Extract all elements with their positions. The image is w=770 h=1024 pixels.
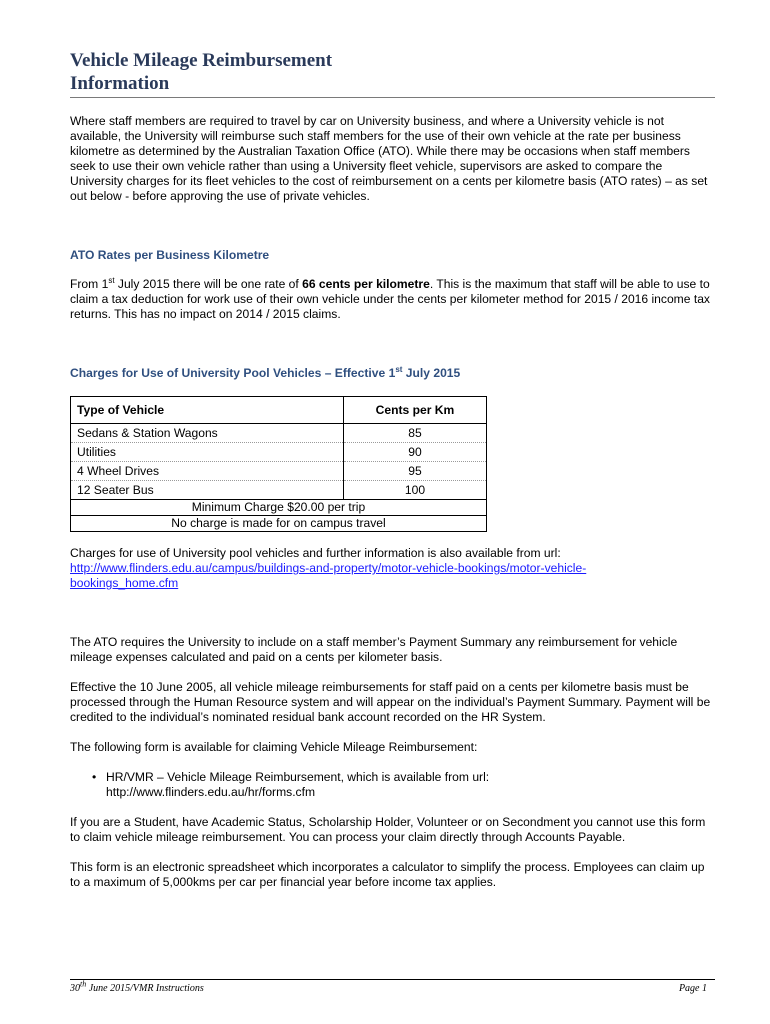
bullet-dot: • [92,770,97,784]
following-form-paragraph: The following form is available for claiming Vehicle Mileage Reimbursement: [70,740,478,754]
charges-info-paragraph [70,546,715,591]
bullet-text-line-1: HR/VMR – Vehicle Mileage Reimbursement, which is available from url: [106,770,490,784]
ato-requires-paragraph: The ATO requires the University to include on a staff member’s Payment Summary any reimbursement for vehicle mileage expenses calculated and paid on a cents per kilometer basis. [70,635,678,664]
page-title [70,49,715,98]
footer-doc-ref: June 2015/VMR Instructions [86,983,204,994]
vehicle-type-cell: 4 Wheel Drives [71,462,344,481]
campus-travel-note: No charge is made for on campus travel [71,516,487,532]
ato-rest: . This is the maximum that staff will be able to use to claim a tax deduction for work use of their own vehicle under the cents per kilometer method for 2015 / 2016 income tax returns. This has no impact on 2014 / 2015 claims. [70,277,710,321]
page-number: Page 1 [678,983,707,994]
forms-url: http://www.flinders.edu.au/hr/forms.cfm [106,785,316,799]
ato-mid: July 2015 there will be one rate of [114,277,303,291]
pool-rates-table [70,396,487,532]
table-row [71,443,487,462]
title-line-1: Vehicle Mileage Reimbursement [70,50,333,71]
pool-heading-sup: st [395,364,403,374]
pool-heading-pre: Charges for Use of University Pool Vehicles – Effective 1 [70,366,396,380]
ato-sup: st [108,275,115,285]
ato-rates-heading: ATO Rates per Business Kilometre [70,248,270,262]
title-line-2: Information [70,73,170,94]
intro-paragraph: Where staff members are required to travel by car on University business, and where a University vehicle is not available, the University will reimburse such staff members for the use of their own vehicle at the rate per business kilometre as determined by the Australian Taxation Office (ATO). While there may be occasions when staff members seek to use their own vehicle rather than using a University fleet vehicle, supervisors are asked to compare the University charges for its fleet vehicles to the cost of reimbursement on a cents per kilometre basis (ATO rates) – as set out below - before approving the use of private vehicles. [70,114,708,203]
table-row [71,424,487,443]
effective-paragraph: Effective the 10 June 2005, all vehicle mileage reimbursements for staff paid on a cents per kilometre basis must be processed through the Human Resource system and will appear on the individual’s Payment Summary. Payment will be credited to the individual’s nominated residual bank account recorded on the HR System. [70,680,711,724]
link-line-1: http://www.flinders.edu.au/campus/buildings-and-property/motor-vehicle-bookings/motor-vehicle- [70,561,587,575]
col-cents-per-km: Cents per Km [344,397,487,424]
table-row [71,462,487,481]
table-note-row [71,500,487,516]
form-bullet-item [92,770,692,800]
pool-heading-post: July 2015 [402,366,461,380]
cents-cell: 90 [344,443,487,462]
ato-from: From 1 [70,277,109,291]
table-note-row [71,516,487,532]
footer-day: 30 [70,983,80,994]
pool-heading [70,366,715,381]
cents-cell: 100 [344,481,487,500]
page-footer [70,979,715,994]
footer-day-sup: th [80,979,87,989]
spreadsheet-paragraph: This form is an electronic spreadsheet which incorporates a calculator to simplify the process. Employees can claim up to a maximum of 5,000kms per car per financial year before income tax applies. [70,860,705,889]
vehicle-type-cell: Sedans & Station Wagons [71,424,344,443]
table-row [71,481,487,500]
cents-cell: 85 [344,424,487,443]
table-header-row [71,397,487,424]
student-paragraph: If you are a Student, have Academic Status, Scholarship Holder, Volunteer or on Secondment you cannot use this form to claim vehicle mileage reimbursement. You can process your claim directly through Accounts Payable. [70,815,706,844]
col-type-of-vehicle: Type of Vehicle [71,397,344,424]
vehicle-type-cell: 12 Seater Bus [71,481,344,500]
pool-vehicle-bookings-link[interactable] [70,561,586,590]
ato-rates-paragraph [70,277,715,322]
ato-rate-bold: 66 cents per kilometre [302,277,430,291]
link-line-2: bookings_home.cfm [70,576,179,590]
charges-info-text: Charges for use of University pool vehicles and further information is also available from url: [70,546,561,560]
minimum-charge-note: Minimum Charge $20.00 per trip [71,500,487,516]
vehicle-type-cell: Utilities [71,443,344,462]
cents-cell: 95 [344,462,487,481]
